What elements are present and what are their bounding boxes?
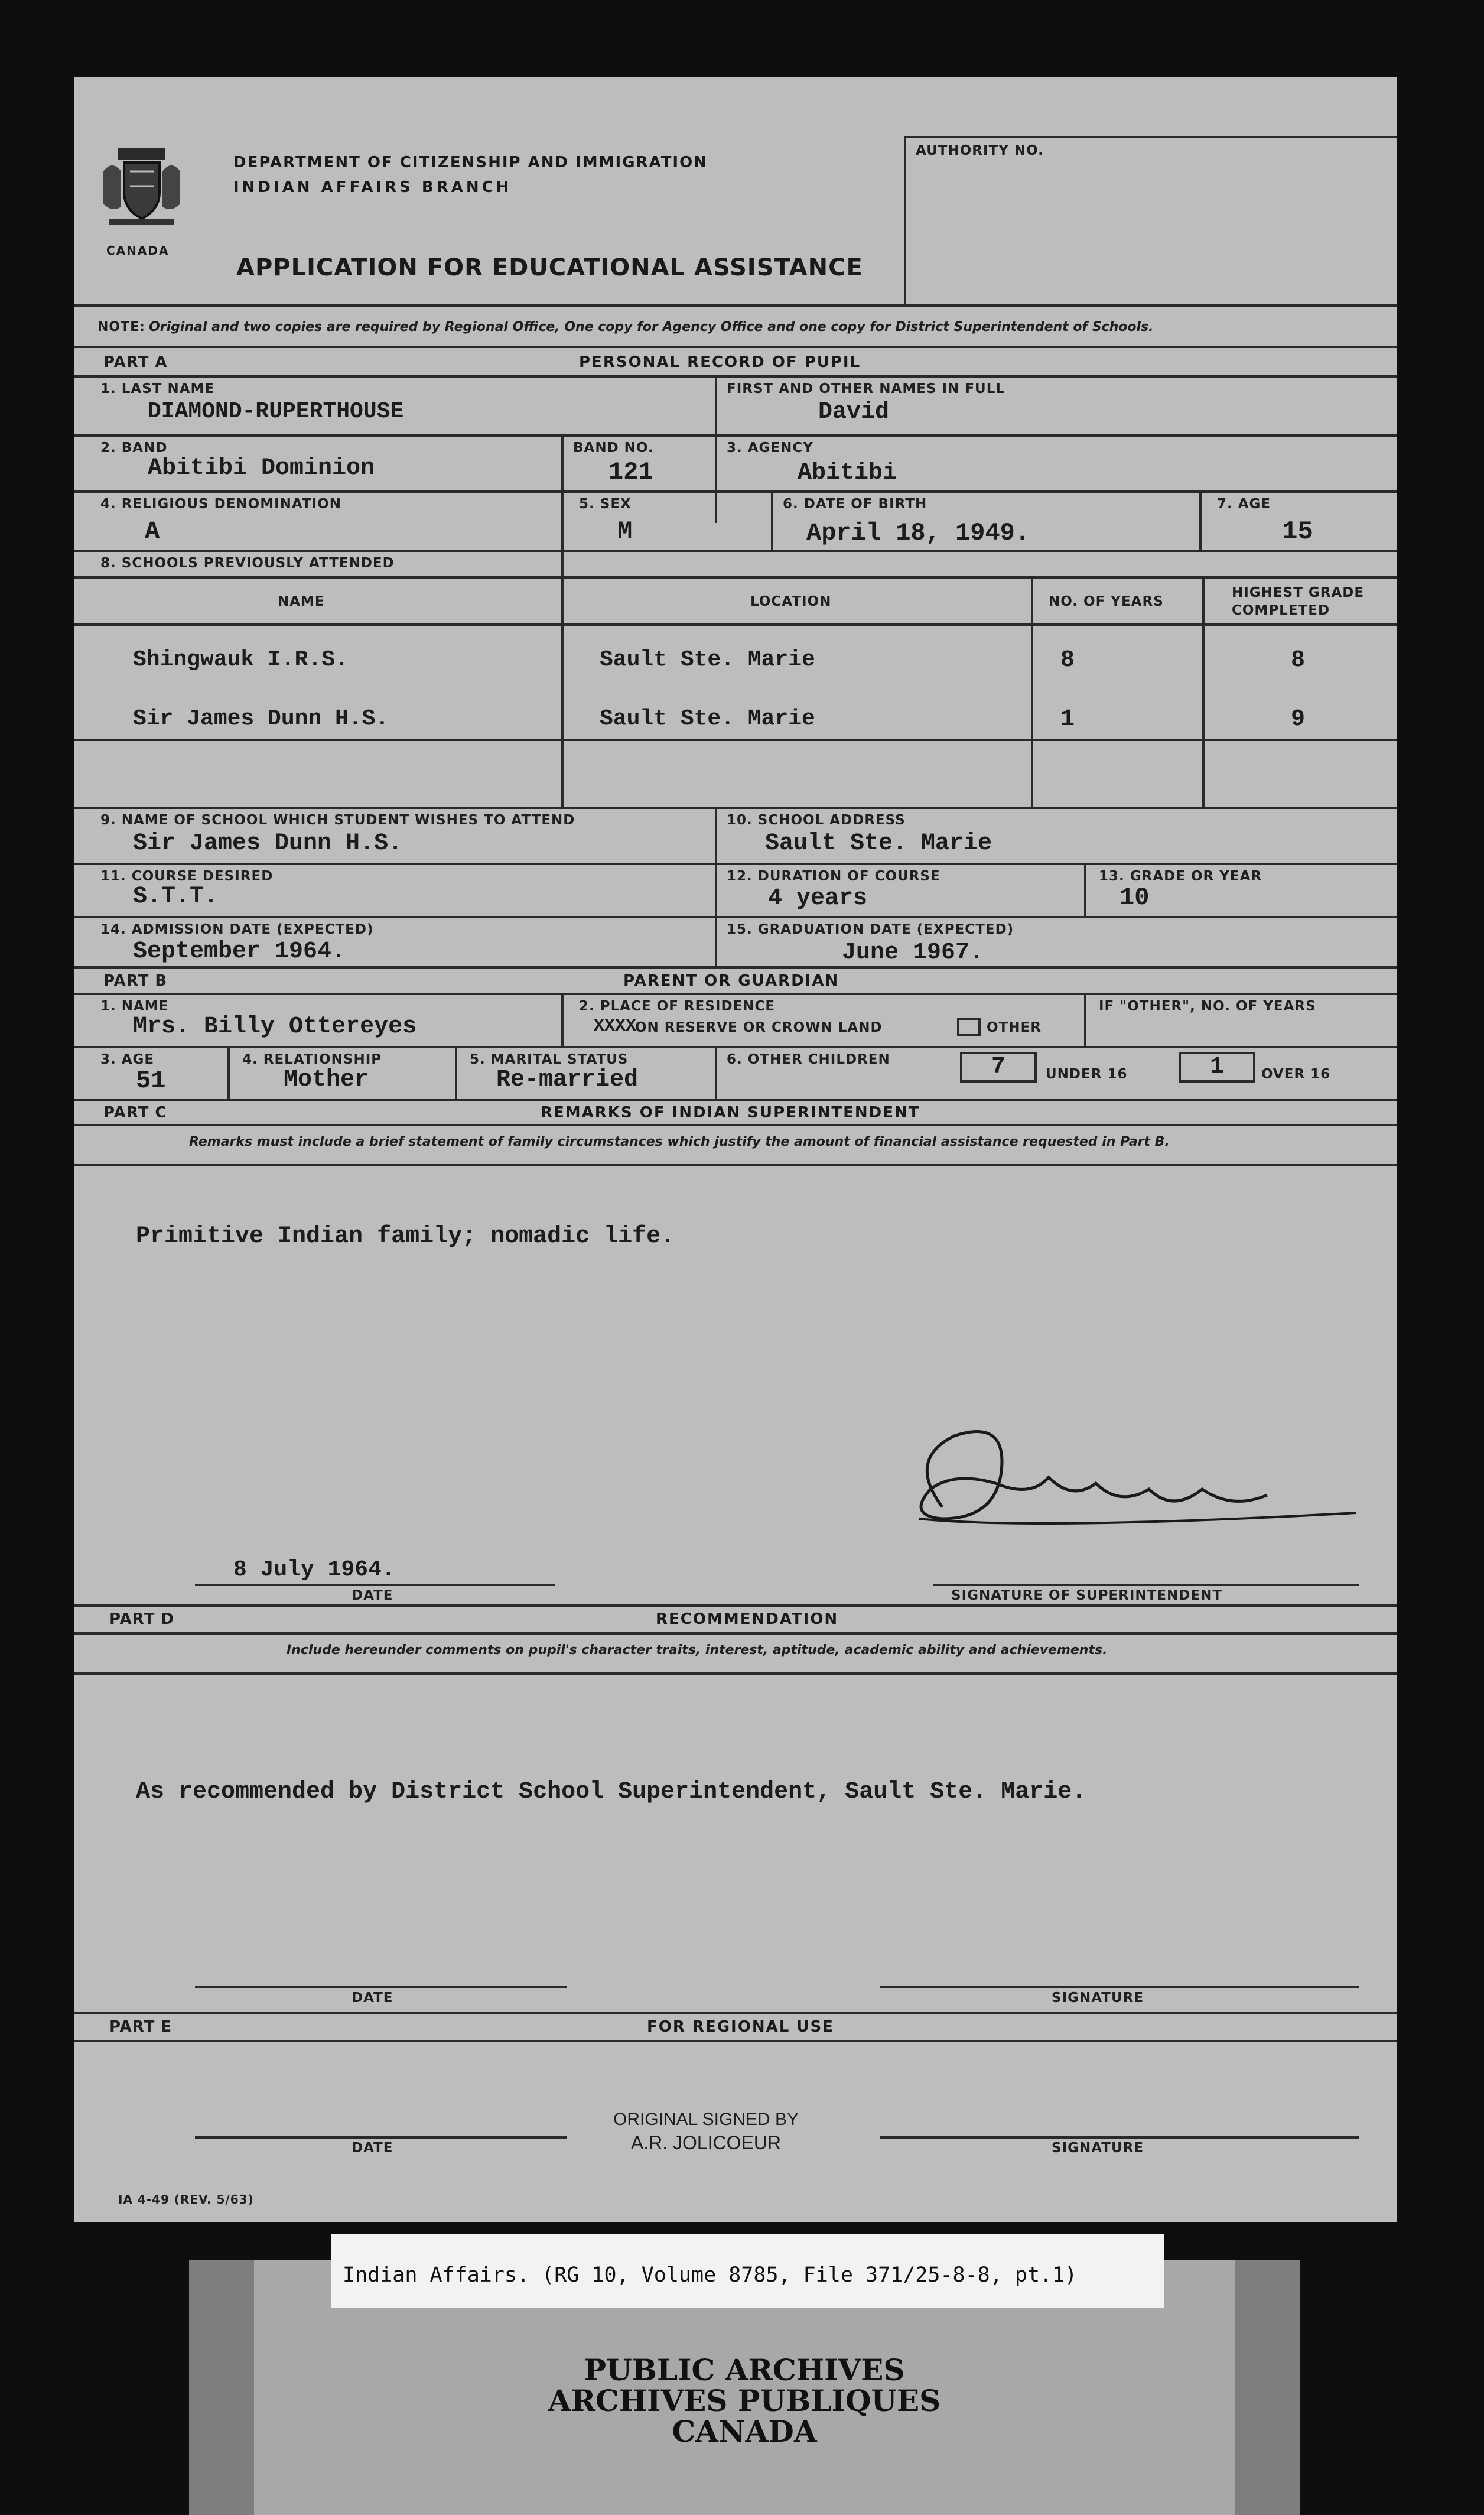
archive-stamp: PUBLIC ARCHIVES ARCHIVES PUBLIQUES CANADA [548,2352,941,2449]
agency-value: Abitibi [798,460,897,486]
archive-reference-slip [331,2234,1164,2308]
original-signed-stamp: ORIGINAL SIGNED BY A.R. JOLICOEUR [613,2110,799,2153]
guardian-name-value: Mrs. Billy Ottereyes [133,1013,417,1040]
course-value: S.T.T. [133,883,219,910]
age-value: 15 [1282,517,1313,547]
last-name-value: DIAMOND-RUPERTHOUSE [148,399,404,424]
graduation-value: June 1967. [842,940,984,966]
other-checkbox [957,1018,981,1036]
religion-value: A [145,517,160,545]
school-address-value: Sault Ste. Marie [765,830,992,857]
part-e-title: FOR REGIONAL USE [647,2018,834,2036]
superintendent-date: 8 July 1964. [233,1557,395,1583]
first-names-value: David [818,399,890,425]
country-label: CANADA [106,243,170,258]
guardian-age-value: 51 [136,1067,166,1095]
sex-value: M [617,517,633,545]
part-d-instruction: Include hereunder comments on pupil's character traits, interest, aptitude, academic ability and achievements. [287,1643,1108,1658]
part-c-label: PART C [103,1104,167,1122]
application-form: CANADA DEPARTMENT OF CITIZENSHIP AND IMMIGRATION INDIAN AFFAIRS BRANCH APPLICATION FOR EDUCATIONAL ASSISTANCE AUTHORITY NO. NOTE: Original and two copies are required by Regional Office, One copy for Agency Office and one copy for District Superintendent of Schools. PART A PERSONAL RECORD OF PUPIL 1. LAST NAME DIAMOND-RUPERTHOUSE FIRST AND OTHER NAMES IN FULL David 2. BAND Abitibi Dominion BAND NO. 121 3. AGENCY Abitibi 4. RELIGIOUS DENOMINATION A 5. SEX M 6. DATE OF BIRTH April 18, 1949. 7. AGE 15 8. SCHOOLS PREVIOUSLY ATTENDED NAME LOCATION NO. OF YEARS HIGHEST GRADE COMPLETED Shingwauk I.R.S. Sault Ste. Marie 8 8 Sir James Dunn H.S. Sault Ste. Marie 1 9 9. NAME OF SCHOOL WHICH STUDENT WISHES TO ATTEND Sir James Dunn H.S. 10. SCHOOL ADDRESS Sault Ste. Marie 11. COURSE DESIRED S.T.T. 12. DURATION OF COURSE 4 years 13. GRADE OR YEAR 10 14. ADMISSION DATE (EXPECTED) September 1964. 15. GRADUATION DATE (EXPECTED) June 1967. PART B PARENT OR GUARDIAN 1. NAME Mrs. Billy Ottereyes 2. PLACE OF RESIDENCE XXXX ON RESERVE OR CROWN LAND OTHER IF "OTHER", NO. OF YEARS 3. AGE 51 4. RELATIONSHIP Mother 5. MARITAL STATUS Re-married 6. OTHER CHILDREN 7 UNDER 16 1 OVER 16 PART C REMARKS OF INDIAN SUPERINTENDENT Remarks must include a brief statement of family circumstances which justify the amount of financial assistance requested in Part B. Primitive Indian family; nomadic life. 8 July 1964. DATE SIGNATURE OF SUPERINTENDENT PART D RECOMMENDATION Include hereunder comments on pupil's character traits, interest, aptitude, academic ability and achievements. As recommended by District School Superintendent, Sault Ste. Marie. DATE SIGNATURE PART E FOR REGIONAL USE ORIGINAL SIGNED BY A.R. JOLICOEUR DATE SIGNATURE IA 4-49 (REV. 5/63) [74,77,1397,2222]
form-title: APPLICATION FOR EDUCATIONAL ASSISTANCE [236,254,863,281]
department-title: DEPARTMENT OF CITIZENSHIP AND IMMIGRATION [233,154,708,171]
duration-value: 4 years [768,885,868,912]
dob-value: April 18, 1949. [806,519,1030,547]
part-d-title: RECOMMENDATION [656,1610,839,1628]
recommendation-text: As recommended by District School Superintendent, Sault Ste. Marie. [136,1779,1086,1805]
part-b-label: PART B [103,972,168,990]
coat-of-arms-icon [97,136,186,236]
form-number: IA 4-49 (REV. 5/63) [118,2192,254,2207]
branch-title: INDIAN AFFAIRS BRANCH [233,178,512,196]
marital-value: Re-married [496,1067,639,1093]
band-value: Abitibi Dominion [148,455,375,482]
children-under-box: 7 [960,1052,1037,1083]
part-c-instruction: Remarks must include a brief statement of family circumstances which justify the amount of financial assistance requested in Part B. [189,1135,1170,1149]
superintendent-signature [871,1418,1403,1572]
part-d-label: PART D [109,1610,175,1628]
admission-value: September 1964. [133,938,346,965]
school-wish-value: Sir James Dunn H.S. [133,830,403,857]
part-a-title: PERSONAL RECORD OF PUPIL [579,353,861,371]
grade-value: 10 [1119,883,1150,912]
note: NOTE: Original and two copies are required by Regional Office, One copy for Agency Office and one copy for District Superintendent of Schools. [97,320,1154,334]
archive-reference: Indian Affairs. (RG 10, Volume 8785, File 371/25-8-8, pt.1) [343,2263,1078,2287]
authority-label: AUTHORITY NO. [916,143,1044,158]
band-no-value: 121 [608,458,653,486]
part-c-title: REMARKS OF INDIAN SUPERINTENDENT [541,1104,920,1122]
relationship-value: Mother [284,1067,369,1093]
part-b-title: PARENT OR GUARDIAN [623,972,839,990]
superintendent-remarks: Primitive Indian family; nomadic life. [136,1223,675,1250]
children-over-box: 1 [1179,1052,1255,1083]
part-e-label: PART E [109,2018,173,2036]
part-a-label: PART A [103,353,168,371]
